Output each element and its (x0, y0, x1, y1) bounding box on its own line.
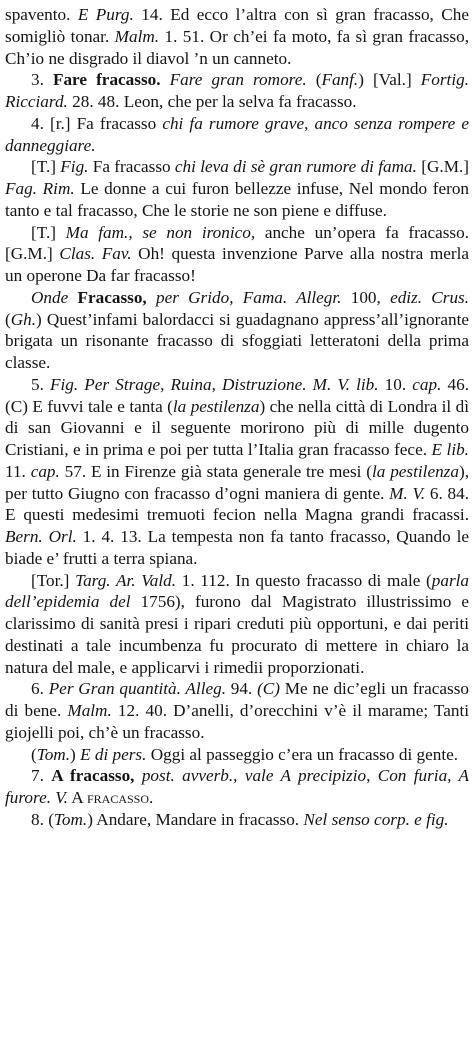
text-run: ), per tutto Giugno con fracasso d’ogni maniera di gente. (5, 461, 469, 503)
text-run: 12. 40. D’anelli, d’orecchini v’è il marame; Tanti giojelli poi, ch’è un fracasso. (5, 701, 469, 742)
text-run (161, 70, 170, 89)
entry-paragraph (5, 113, 469, 157)
text-run: [Tor.] (31, 570, 76, 590)
headword: Fare fracasso. (52, 70, 161, 90)
italic-text: Fortig. Ricciard. (5, 70, 469, 111)
text-run: ( (306, 70, 322, 90)
text-run: ) [Val.] (358, 70, 421, 90)
entry-paragraph (5, 765, 469, 809)
italic-text: Fare gran romore. (169, 70, 307, 90)
text-run: A (67, 788, 87, 807)
text-run: spavento. (5, 5, 78, 24)
italic-text: E di pers. (80, 744, 147, 764)
italic-text: chi leva di sè gran rumore di fama. (174, 157, 417, 177)
text-run: ) che nella città di Londra il dì di san Giovanni e il seguente morirono più di mille dugento Cristiani, e in prima e poi per tutta l’Italia gran fracasso fece. (5, 396, 469, 459)
italic-text: Nel senso corp. e fig. (303, 809, 449, 829)
text-run (134, 766, 141, 785)
italic-text: Fag. Rim. (5, 179, 75, 198)
italic-text: Bern. Orl. (5, 527, 77, 546)
entry-paragraph (5, 570, 469, 679)
entry-paragraph (5, 287, 469, 374)
headword: A fracasso, (51, 766, 135, 786)
text-run: 57. E in Firenze già stata generale tre mesi ( (59, 461, 373, 481)
italic-text: Ma fam., se non ironico, (65, 222, 256, 242)
text-run: 1. 51. Or ch’ei fa moto, fa sì gran fracasso, Ch’io ne disgrado il diavol ’n un canneto. (5, 26, 469, 68)
text-run: 28. 48. Leon, che per la selva fa fracasso. (67, 92, 357, 111)
italic-text: post. avverb., vale A precipizio, Con furia, A furore. V. (5, 766, 469, 807)
entry-paragraph (5, 4, 469, 69)
entry-paragraph (5, 222, 469, 287)
text-run (147, 288, 156, 307)
entry-paragraph (5, 374, 469, 570)
text-run: Oggi al passeggio c’era un fracasso di gente. (146, 744, 459, 764)
text-run: 1756), furono dal Magistrato illustrissimo e clarissimo di sanità presi i ripari creduti più opportuni, e dai periti destinati a tale incumbenza fu procurato di mettere in chiaro la natura del male, e applicarvi i rimedii proporzionati. (5, 592, 469, 677)
text-run: Fa fracasso (88, 157, 175, 177)
italic-text: la pestilenza (172, 396, 260, 416)
headword: Fracasso, (77, 287, 147, 307)
entry-paragraph (5, 156, 469, 221)
entry-paragraph (5, 69, 469, 113)
text-run: 5. (31, 374, 51, 394)
text-run: 46. (C) E fuvvi tale e tanta ( (5, 374, 469, 416)
italic-text: Tom. (36, 744, 71, 764)
italic-text: la pestilenza (372, 461, 459, 481)
text-run (68, 288, 77, 307)
text-run: 1. 112. In questo fracasso di male ( (176, 570, 432, 590)
text-run: [T.] (31, 157, 61, 177)
entry-paragraph (5, 678, 469, 743)
text-run: 10. (378, 374, 413, 394)
text-run: anche un’opera fa fracasso. [G.M.] (5, 222, 470, 264)
text-run: 14. Ed ecco l’altra con sì gran fracasso, Che somigliò tonar. (5, 5, 469, 46)
italic-text: Gh. (10, 309, 37, 329)
text-run: [T.] (31, 222, 66, 242)
text-run: 4. [r.] Fa fracasso (31, 113, 163, 133)
text-run: Oh! questa invenzione Parve alla nostra merla un operone Da far fracasso! (5, 244, 469, 285)
text-run: ) Andare, Mandare in fracasso. (87, 809, 304, 829)
text-run: ) (70, 744, 81, 764)
text-run: 8. ( (31, 809, 54, 829)
italic-text: parla dell’epidemia del (5, 570, 470, 612)
entry-paragraph (5, 744, 469, 766)
text-run: 7. (31, 766, 52, 786)
text-run: fracasso (86, 788, 150, 807)
text-run: 3. (31, 70, 53, 90)
italic-text: Fanf. (321, 70, 359, 90)
italic-text: chi fa rumore grave, anco senza rompere e danneggiare. (5, 113, 469, 155)
italic-text: ediz. Crus. (390, 287, 470, 307)
italic-text: Malm. (67, 701, 112, 720)
text-run: Me ne dic’egli un fracasso di bene. (5, 679, 470, 720)
italic-text: per Grido, Fama. Allegr. (155, 287, 342, 307)
italic-text: Onde (31, 287, 69, 307)
italic-text: Fig. Per Strage, Ruina, Distruzione. M. V. lib. (50, 374, 379, 394)
italic-text: Fig. (60, 157, 89, 177)
text-run: 6. 84. E questi medesimi tremuoti fecion nella Magna grandi fracassi. (5, 483, 470, 525)
italic-text: Tom. (53, 809, 88, 829)
italic-text: M. V. (389, 483, 426, 503)
entry-paragraph (5, 809, 469, 831)
text-run: Le donne a cui furon bellezze infuse, Nel mondo feron tanto e tal fracasso, Che le storie ne son piene e diffuse. (5, 179, 470, 220)
italic-text: (C) (257, 679, 280, 699)
text-run: ( (31, 744, 37, 764)
italic-text: Clas. Fav. (59, 244, 132, 264)
text-run: 6. (31, 679, 49, 699)
italic-text: Malm. (114, 26, 160, 46)
text-run: 11. (5, 461, 31, 481)
text-run: 100, (341, 287, 391, 307)
italic-text: E Purg. (77, 5, 134, 24)
text-run: . (149, 788, 154, 807)
text-run: 94. (226, 679, 258, 699)
text-run: [G.M.] (416, 157, 469, 177)
italic-text: Targ. Ar. Vald. (75, 570, 177, 590)
text-run: ) Quest’infami balordacci si guadagnano appress’all’ignorante brigata un risonante fracasso di sfoggiati letteratoni della prima classe. (5, 309, 469, 372)
text-run: ( (5, 309, 11, 329)
italic-text: cap. (30, 461, 60, 481)
italic-text: Per Gran quantità. Alleg. (48, 679, 226, 699)
italic-text: cap. (412, 374, 442, 394)
text-run: 1. 4. 13. La tempesta non fa tanto fracasso, Quando le biade e’ frutti a terra spiana. (5, 527, 469, 568)
italic-text: E lib. (431, 440, 469, 459)
